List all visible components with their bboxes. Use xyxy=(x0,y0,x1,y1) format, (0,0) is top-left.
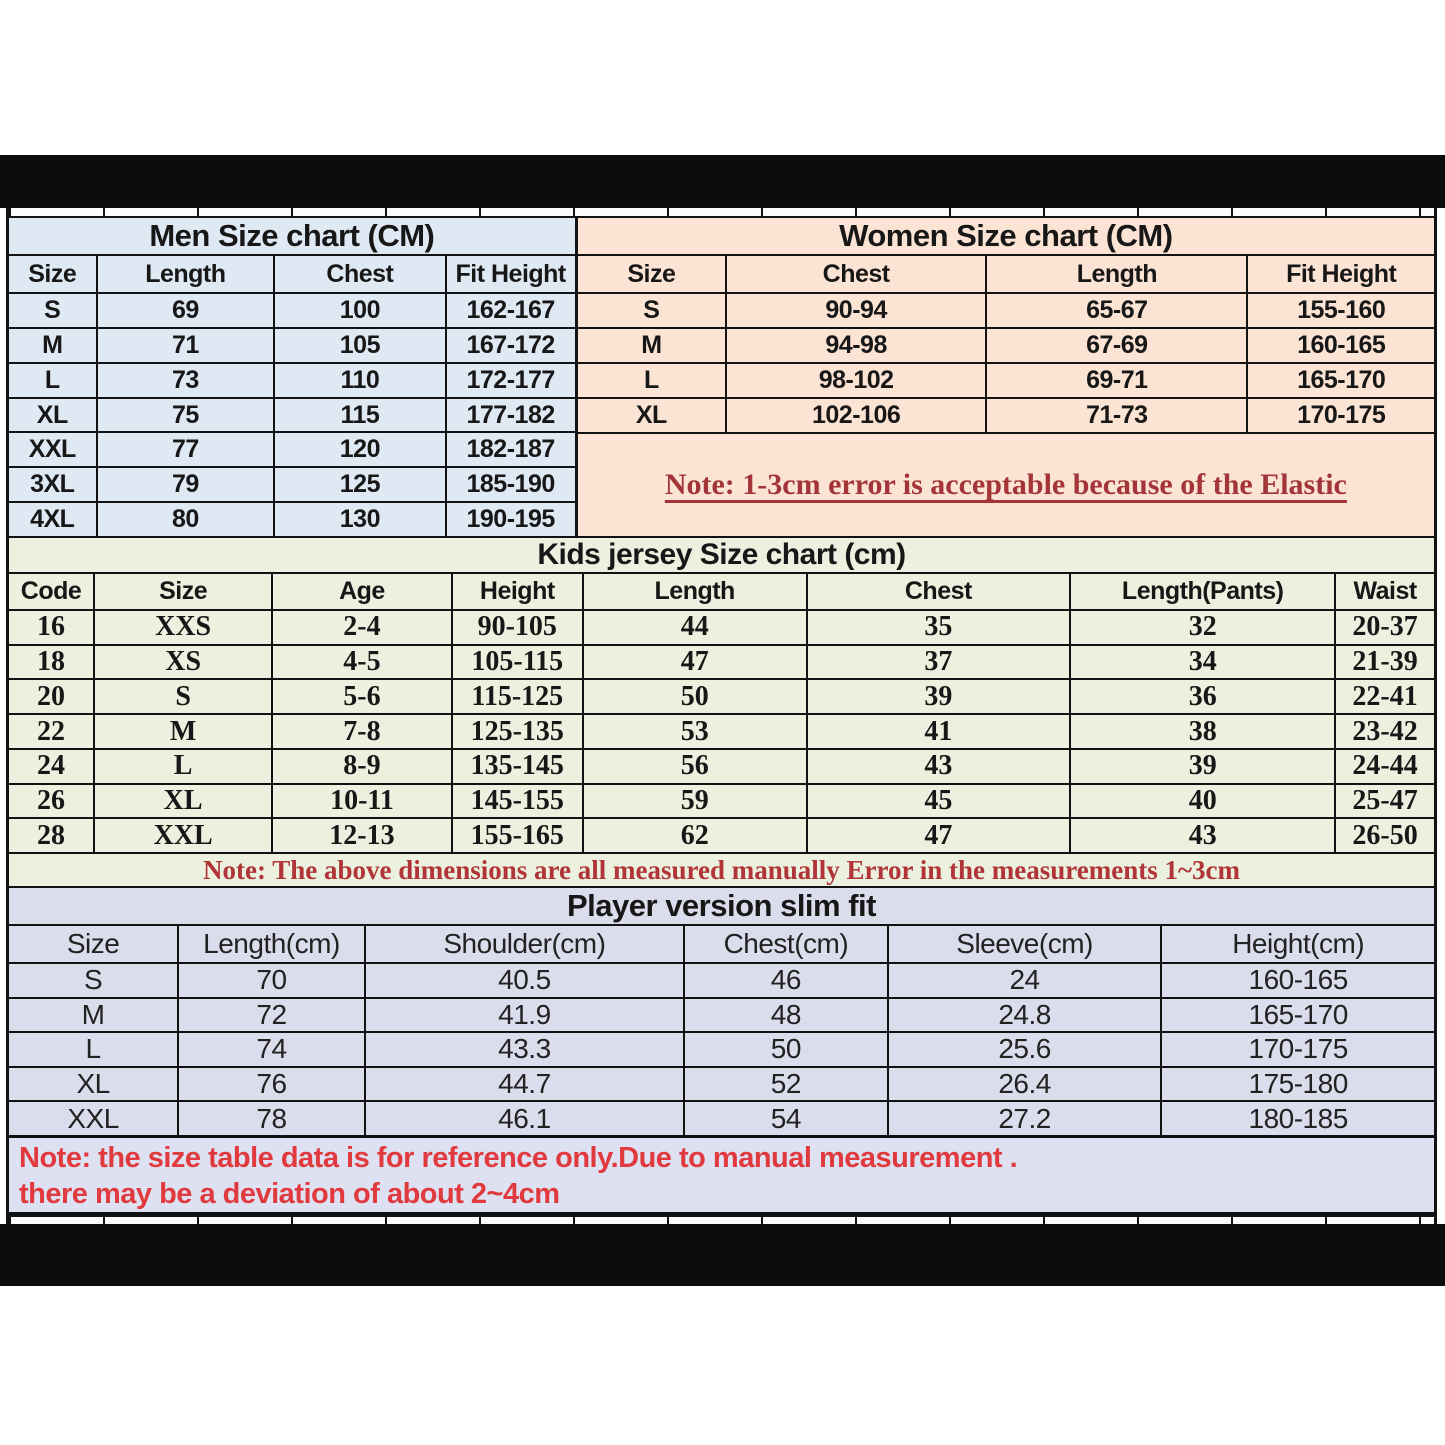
women-size-table xyxy=(575,218,1434,536)
kids-header-cell: Length(Pants) xyxy=(1069,574,1334,609)
player-size-cell: 44.7 xyxy=(364,1068,683,1101)
men-size-cell: M xyxy=(42,330,63,359)
player-header-cell: Chest(cm) xyxy=(683,926,887,962)
women-size-cell: 160-165 xyxy=(1246,329,1434,362)
table-row xyxy=(9,1031,1434,1066)
women-size-cell: 69-71 xyxy=(985,364,1246,397)
kids-size-cell: 105-115 xyxy=(451,646,582,679)
table-row xyxy=(9,817,1434,852)
men-table-header-row xyxy=(9,256,575,292)
kids-header-cell: Code xyxy=(20,577,82,605)
kids-size-cell: 125-135 xyxy=(451,715,582,748)
kids-size-cell: XL xyxy=(93,785,271,818)
kids-size-cell: 25-47 xyxy=(1334,785,1434,818)
table-row xyxy=(9,1100,1434,1135)
kids-size-cell: L xyxy=(93,750,271,783)
player-size-cell: 25.6 xyxy=(887,1033,1161,1066)
kids-header-cell: Length xyxy=(582,574,806,609)
men-table-title: Men Size chart (CM) xyxy=(9,218,575,256)
women-elastic-note: Note: 1-3cm error is acceptable because of the Elastic xyxy=(578,432,1434,536)
women-size-cell: 102-106 xyxy=(725,399,985,432)
kids-size-cell: 39 xyxy=(1069,750,1334,783)
player-size-cell: 180-185 xyxy=(1160,1102,1434,1135)
kids-size-cell: 28 xyxy=(37,819,66,851)
kids-size-cell: 90-105 xyxy=(451,611,582,644)
kids-table-body xyxy=(9,609,1434,852)
men-size-cell: L xyxy=(44,365,60,394)
kids-size-cell: 10-11 xyxy=(271,785,451,818)
kids-size-cell: 2-4 xyxy=(271,611,451,644)
men-size-cell: S xyxy=(44,295,61,324)
player-size-cell: M xyxy=(81,998,105,1030)
women-table-header-row xyxy=(578,256,1434,292)
kids-size-cell: 36 xyxy=(1069,680,1334,713)
women-size-cell: L xyxy=(643,366,659,394)
kids-size-cell: 8-9 xyxy=(271,750,451,783)
player-size-cell: 52 xyxy=(683,1068,887,1101)
women-table-title: Women Size chart (CM) xyxy=(578,218,1434,256)
player-size-cell: 54 xyxy=(683,1102,887,1135)
bottom-grid-strip xyxy=(9,1214,1434,1224)
kids-size-cell: 44 xyxy=(582,611,806,644)
table-row xyxy=(9,678,1434,713)
kids-size-cell: 24 xyxy=(37,750,66,782)
kids-size-cell: 38 xyxy=(1069,715,1334,748)
table-row xyxy=(9,783,1434,818)
kids-size-cell: 43 xyxy=(806,750,1070,783)
table-row xyxy=(578,292,1434,327)
men-header-cell: Fit Height xyxy=(445,256,575,292)
table-row xyxy=(578,397,1434,432)
men-size-cell: XL xyxy=(36,400,68,429)
player-header-cell: Height(cm) xyxy=(1160,926,1434,962)
table-row xyxy=(9,466,575,501)
men-size-cell: 3XL xyxy=(30,470,75,499)
table-row xyxy=(9,292,575,327)
table-row xyxy=(578,362,1434,397)
bottom-black-bar xyxy=(0,1224,1445,1286)
table-row xyxy=(9,713,1434,748)
kids-size-cell: 47 xyxy=(582,646,806,679)
kids-size-cell: 18 xyxy=(37,646,66,678)
kids-size-cell: 26-50 xyxy=(1334,819,1434,852)
player-version-table xyxy=(9,888,1434,1138)
men-size-cell: 105 xyxy=(273,329,444,362)
kids-size-cell: 37 xyxy=(806,646,1070,679)
men-size-cell: 4XL xyxy=(30,505,75,534)
top-grid-strip xyxy=(9,208,1434,218)
kids-size-cell: 20-37 xyxy=(1334,611,1434,644)
men-size-cell: 162-167 xyxy=(445,294,575,327)
women-size-cell: 67-69 xyxy=(985,329,1246,362)
men-size-cell: 100 xyxy=(273,294,444,327)
men-size-cell: 177-182 xyxy=(445,399,575,432)
table-row xyxy=(9,997,1434,1032)
player-size-cell: 46 xyxy=(683,964,887,997)
player-size-cell: 40.5 xyxy=(364,964,683,997)
women-size-cell: 165-170 xyxy=(1246,364,1434,397)
men-size-cell: XXL xyxy=(28,435,76,464)
kids-size-cell: 155-165 xyxy=(451,819,582,852)
table-row xyxy=(9,327,575,362)
table-row xyxy=(9,644,1434,679)
player-size-cell: XXL xyxy=(67,1102,119,1134)
kids-size-cell: 40 xyxy=(1069,785,1334,818)
player-size-cell: S xyxy=(83,964,103,996)
kids-size-cell: 45 xyxy=(806,785,1070,818)
kids-header-cell: Chest xyxy=(806,574,1070,609)
kids-size-cell: 34 xyxy=(1069,646,1334,679)
kids-size-cell: 62 xyxy=(582,819,806,852)
men-table-body xyxy=(9,292,575,536)
player-size-cell: 24 xyxy=(887,964,1161,997)
women-header-cell: Chest xyxy=(725,256,985,292)
player-size-cell: 43.3 xyxy=(364,1033,683,1066)
men-size-cell: 172-177 xyxy=(445,364,575,397)
men-size-cell: 167-172 xyxy=(445,329,575,362)
men-size-cell: 69 xyxy=(96,294,274,327)
women-table-body xyxy=(578,292,1434,432)
kids-size-cell: 4-5 xyxy=(271,646,451,679)
kids-size-cell: XXS xyxy=(93,611,271,644)
kids-size-cell: 16 xyxy=(37,611,66,643)
kids-header-cell: Age xyxy=(271,574,451,609)
women-size-cell: S xyxy=(643,296,660,324)
men-size-table xyxy=(9,218,575,536)
player-header-cell: Shoulder(cm) xyxy=(364,926,683,962)
kids-size-cell: 20 xyxy=(37,680,66,712)
kids-size-cell: S xyxy=(93,680,271,713)
player-size-cell: 48 xyxy=(683,999,887,1032)
kids-size-cell: 35 xyxy=(806,611,1070,644)
player-table-title: Player version slim fit xyxy=(9,888,1434,926)
kids-size-table xyxy=(9,538,1434,888)
men-size-cell: 75 xyxy=(96,399,274,432)
kids-size-cell: 12-13 xyxy=(271,819,451,852)
kids-size-cell: M xyxy=(93,715,271,748)
kids-size-cell: 41 xyxy=(806,715,1070,748)
player-size-cell: 24.8 xyxy=(887,999,1161,1032)
women-header-cell: Length xyxy=(985,256,1246,292)
women-header-cell: Fit Height xyxy=(1246,256,1434,292)
men-size-cell: 79 xyxy=(96,468,274,501)
men-size-cell: 185-190 xyxy=(445,468,575,501)
women-size-cell: 155-160 xyxy=(1246,294,1434,327)
kids-size-cell: 21-39 xyxy=(1334,646,1434,679)
men-size-cell: 125 xyxy=(273,468,444,501)
table-row xyxy=(9,397,575,432)
player-size-cell: L xyxy=(85,1033,101,1065)
player-size-cell: 76 xyxy=(177,1068,364,1101)
table-row xyxy=(578,327,1434,362)
men-size-cell: 130 xyxy=(273,503,444,536)
kids-size-cell: 50 xyxy=(582,680,806,713)
women-header-cell: Size xyxy=(627,259,676,288)
kids-size-cell: 145-155 xyxy=(451,785,582,818)
men-size-cell: 115 xyxy=(273,399,444,432)
kids-size-cell: 32 xyxy=(1069,611,1334,644)
player-size-cell: 74 xyxy=(177,1033,364,1066)
kids-size-cell: 53 xyxy=(582,715,806,748)
player-header-cell: Sleeve(cm) xyxy=(887,926,1161,962)
men-size-cell: 73 xyxy=(96,364,274,397)
table-row xyxy=(9,962,1434,997)
kids-size-cell: 47 xyxy=(806,819,1070,852)
size-chart-sheet xyxy=(6,208,1437,1224)
men-header-cell: Chest xyxy=(273,256,444,292)
women-size-cell: 98-102 xyxy=(725,364,985,397)
player-header-cell: Length(cm) xyxy=(177,926,364,962)
player-size-cell: 165-170 xyxy=(1160,999,1434,1032)
kids-size-cell: 56 xyxy=(582,750,806,783)
men-size-cell: 80 xyxy=(96,503,274,536)
player-table-body xyxy=(9,962,1434,1135)
kids-header-cell: Size xyxy=(93,574,271,609)
kids-table-title: Kids jersey Size chart (cm) xyxy=(9,538,1434,574)
table-row xyxy=(9,609,1434,644)
kids-size-cell: 24-44 xyxy=(1334,750,1434,783)
women-size-cell: 170-175 xyxy=(1246,399,1434,432)
women-size-cell: 65-67 xyxy=(985,294,1246,327)
player-size-cell: 72 xyxy=(177,999,364,1032)
table-row xyxy=(9,1066,1434,1101)
kids-size-cell: 7-8 xyxy=(271,715,451,748)
player-size-cell: 50 xyxy=(683,1033,887,1066)
kids-table-header-row xyxy=(9,574,1434,609)
player-size-cell: 78 xyxy=(177,1102,364,1135)
women-size-cell: M xyxy=(641,331,662,359)
kids-size-cell: 5-6 xyxy=(271,680,451,713)
player-size-cell: 46.1 xyxy=(364,1102,683,1135)
kids-size-cell: 22-41 xyxy=(1334,680,1434,713)
kids-size-cell: XS xyxy=(93,646,271,679)
kids-measurement-note: Note: The above dimensions are all measured manually Error in the measurements 1~3cm xyxy=(9,852,1434,886)
reference-only-note xyxy=(9,1138,1434,1214)
player-size-cell: 175-180 xyxy=(1160,1068,1434,1101)
reference-only-note-line1: Note: the size table data is for reference only.Due to manual measurement . xyxy=(19,1142,1018,1174)
kids-size-cell: 135-145 xyxy=(451,750,582,783)
men-size-cell: 110 xyxy=(273,364,444,397)
kids-header-cell: Height xyxy=(451,574,582,609)
kids-size-cell: 39 xyxy=(806,680,1070,713)
men-header-cell: Size xyxy=(28,259,77,288)
player-size-cell: 70 xyxy=(177,964,364,997)
player-size-cell: 170-175 xyxy=(1160,1033,1434,1066)
player-size-cell: 27.2 xyxy=(887,1102,1161,1135)
table-row xyxy=(9,431,575,466)
kids-size-cell: 59 xyxy=(582,785,806,818)
player-header-cell: Size xyxy=(66,928,120,959)
kids-size-cell: 26 xyxy=(37,784,66,816)
kids-size-cell: 22 xyxy=(37,715,66,747)
kids-size-cell: XXL xyxy=(93,819,271,852)
top-black-bar xyxy=(0,155,1445,208)
men-size-cell: 182-187 xyxy=(445,433,575,466)
women-size-cell: 90-94 xyxy=(725,294,985,327)
men-size-cell: 71 xyxy=(96,329,274,362)
player-size-cell: 160-165 xyxy=(1160,964,1434,997)
reference-only-note-line2: there may be a deviation of about 2~4cm xyxy=(19,1178,560,1210)
kids-size-cell: 115-125 xyxy=(451,680,582,713)
men-size-cell: 120 xyxy=(273,433,444,466)
player-size-cell: 26.4 xyxy=(887,1068,1161,1101)
table-row xyxy=(9,748,1434,783)
player-table-header-row xyxy=(9,926,1434,962)
women-size-cell: 94-98 xyxy=(725,329,985,362)
player-size-cell: XL xyxy=(76,1068,110,1100)
women-size-cell: XL xyxy=(635,401,667,429)
adult-size-tables-row xyxy=(9,218,1434,538)
men-header-cell: Length xyxy=(96,256,274,292)
player-size-cell: 41.9 xyxy=(364,999,683,1032)
men-size-cell: 190-195 xyxy=(445,503,575,536)
kids-size-cell: 23-42 xyxy=(1334,715,1434,748)
women-size-cell: 71-73 xyxy=(985,399,1246,432)
table-row xyxy=(9,362,575,397)
kids-size-cell: 43 xyxy=(1069,819,1334,852)
kids-header-cell: Waist xyxy=(1334,574,1434,609)
men-size-cell: 77 xyxy=(96,433,274,466)
table-row xyxy=(9,501,575,536)
